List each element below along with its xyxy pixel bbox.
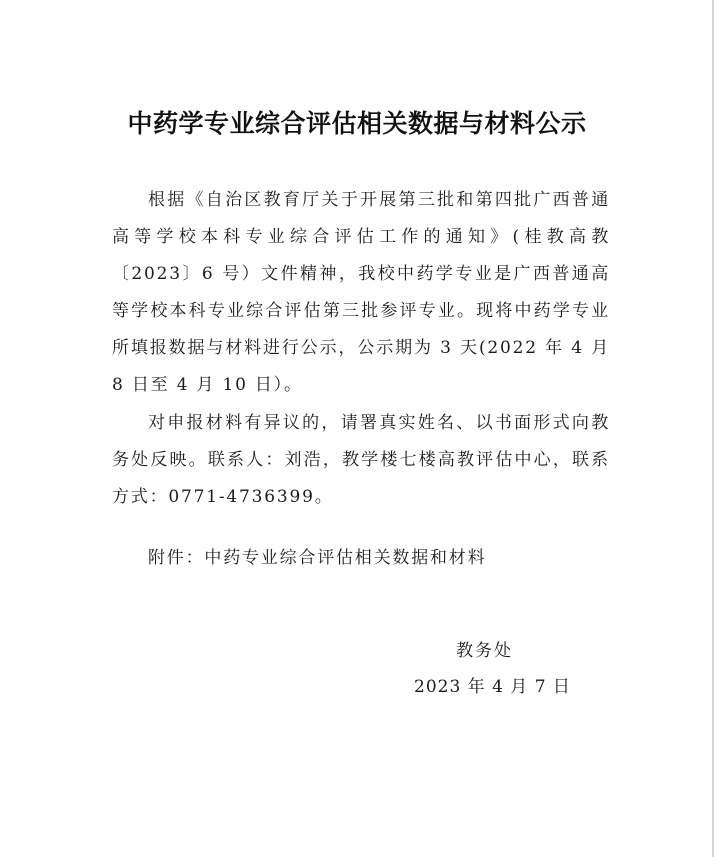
issuer-signature: 教务处 [456,641,513,661]
attachment-line: 附件：中药专业综合评估相关数据和材料 [148,548,487,568]
body-paragraph-notice: 根据《自治区教育厅关于开展第三批和第四批广西普通高等学校本科专业综合评估工作的通知》(桂教高教〔2023〕6 号）文件精神，我校中药学专业是广西普通高等学校本科专业综合评估第三批参评专业。现将中药学专业所填报数据与材料进行公示，公示期为 3 天(2022 年 4 月 8 日至 4 月 10 日）。 [112,190,610,395]
body-paragraph-contact: 对申报材料有异议的，请署真实姓名、以书面形式向教务处反映。联系人：刘浩，教学楼七楼高教评估中心，联系方式：0771-4736399。 [112,413,610,507]
issue-date: 2023 年 4 月 7 日 [414,677,571,697]
document-title: 中药学专业综合评估相关数据与材料公示 [127,109,587,138]
